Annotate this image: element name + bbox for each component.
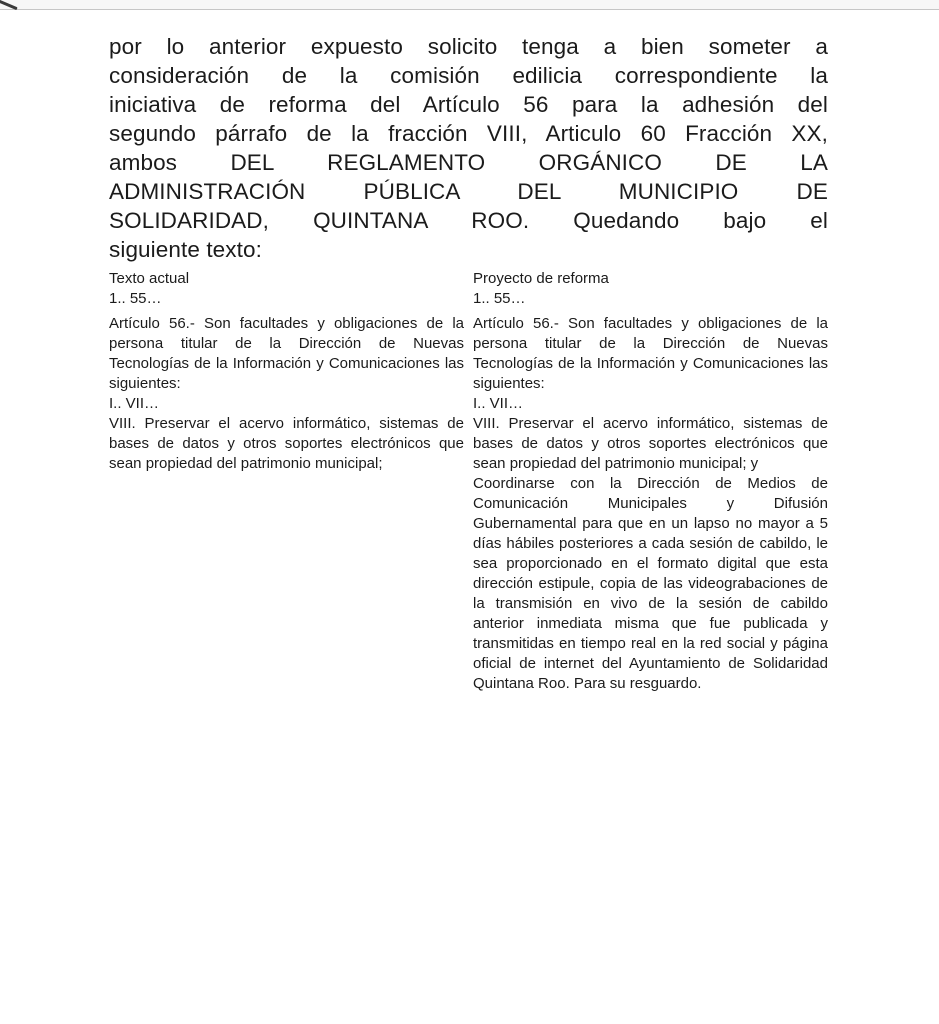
intro-line: siguiente texto:	[109, 237, 262, 262]
column-paragraph: Coordinarse con la Dirección de Medios de Comunicación Municipales y Difusión Gubernamental para que en un lapso no mayor a 5 días hábiles posteriores a cada sesión de cabildo, le sea proporcionado en el formato digital que esta dirección estipule, copia de las videograbaciones de la transmisión en vivo de la sesión de cabildo anterior inmediata misma que fue publicada y transmitidas en tiempo real en la red social y página oficial de internet del Ayuntamiento de Solidaridad Quintana Roo. Para su resguardo.	[473, 475, 828, 692]
column-paragraph: VIII. Preservar el acervo informático, sistemas de bases de datos y otros soportes electrónicos que sean propiedad del patrimonio municipal; y	[473, 415, 828, 472]
column-paragraph: Artículo 56.- Son facultades y obligaciones de la persona titular de la Dirección de Nuevas Tecnologías de la Información y Comunicaciones las siguientes:	[473, 315, 828, 392]
comparison-table	[109, 269, 828, 694]
column-paragraph: 1.. 55…	[109, 290, 162, 307]
intro-line: iniciativa de reforma del Artículo 56 para la adhesión del	[109, 92, 828, 117]
intro-line: consideración de la comisión edilicia correspondiente la	[109, 63, 828, 88]
document-page	[0, 10, 939, 694]
intro-line: segundo párrafo de la fracción VIII, Articulo 60 Fracción XX,	[109, 121, 828, 146]
column-header-texto-actual: Texto actual	[109, 270, 190, 287]
intro-line: ADMINISTRACIÓN PÚBLICA DEL MUNICIPIO DE	[109, 179, 828, 204]
column-paragraph: VIII. Preservar el acervo informático, sistemas de bases de datos y otros soportes electrónicos que sean propiedad del patrimonio municipal;	[109, 415, 464, 472]
column-header-proyecto-reforma: Proyecto de reforma	[473, 270, 609, 287]
column-texto-actual	[109, 269, 464, 694]
intro-paragraph	[109, 32, 828, 264]
column-paragraph: I.. VII…	[473, 395, 524, 412]
intro-line: ambos DEL REGLAMENTO ORGÁNICO DE LA	[109, 150, 828, 175]
column-proyecto-reforma	[473, 269, 828, 694]
intro-line: SOLIDARIDAD, QUINTANA ROO. Quedando bajo el	[109, 208, 828, 233]
corner-artifact-mark	[0, 0, 18, 10]
column-paragraph: I.. VII…	[109, 395, 160, 412]
top-strip	[0, 0, 939, 10]
column-paragraph: Artículo 56.- Son facultades y obligaciones de la persona titular de la Dirección de Nuevas Tecnologías de la Información y Comunicaciones las siguientes:	[109, 315, 464, 392]
intro-line: por lo anterior expuesto solicito tenga a bien someter a	[109, 34, 828, 59]
column-paragraph: 1.. 55…	[473, 290, 526, 307]
